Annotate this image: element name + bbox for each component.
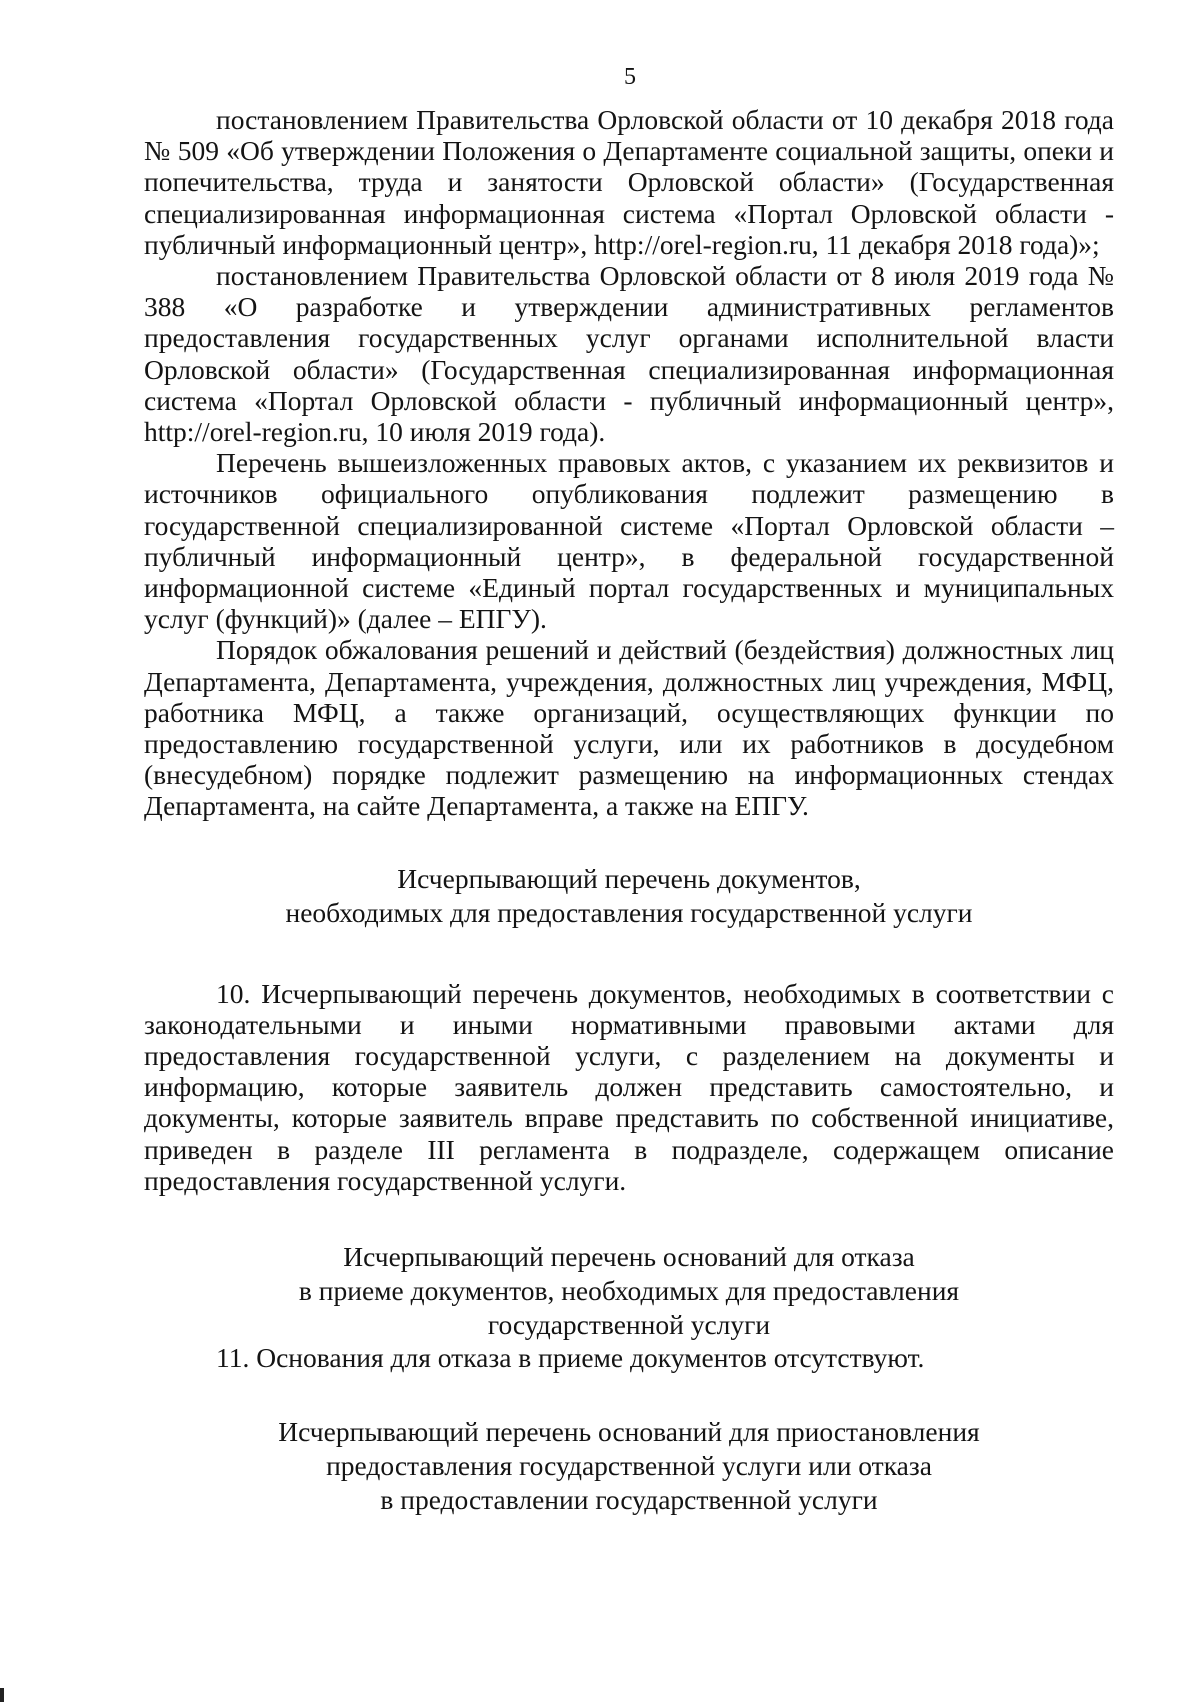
scan-artifact-mark (0, 1688, 4, 1702)
heading-line: в приеме документов, необходимых для предоставления (298, 1275, 960, 1307)
paragraph-legal-acts-list: Перечень вышеизложенных правовых актов, с указанием их реквизитов и источников официального опубликования подлежит размещению в государственной специализированной системе «Портал Орловской области – публичный информационный центр», в федеральной государственной информационной системе «Единый портал государственных и муниципальных услуг (функций)» (далее – ЕПГУ). (144, 447, 1114, 635)
heading-refusal-grounds (144, 1240, 1114, 1342)
item-11: 11. Основания для отказа в приеме документов отсутствуют. (216, 1342, 925, 1374)
heading-line: Исчерпывающий перечень оснований для отказа (343, 1241, 915, 1273)
page-number: 5 (624, 64, 636, 90)
heading-line: Исчерпывающий перечень оснований для приостановления (278, 1416, 980, 1448)
heading-line: Исчерпывающий перечень документов, (397, 862, 861, 894)
document-body (144, 104, 1114, 1517)
heading-suspension-grounds (144, 1415, 1114, 1517)
paragraph-appeal-procedure: Порядок обжалования решений и действий (бездействия) должностных лиц Департамента, Департамента, учреждения, должностных лиц учреждения, МФЦ, работника МФЦ, а также организаций, осуществляющих функции по предоставлению государственной услуги, или их работников в досудебном (внесудебном) порядке подлежит размещению на информационных стендах Департамента, на сайте Департамента, а также на ЕПГУ. (144, 634, 1114, 822)
heading-line: необходимых для предоставления государственной услуги (285, 896, 973, 928)
heading-line: государственной услуги (487, 1309, 771, 1341)
paragraph-resolution-388: постановлением Правительства Орловской области от 8 июля 2019 года № 388 «О разработке и утверждении административных регламентов предоставления государственных услуг органами исполнительной власти Орловской области» (Государственная специализированная информационная система «Портал Орловской области - публичный информационный центр», http://orel-region.ru, 10 июля 2019 года). (144, 260, 1114, 448)
heading-line: в предоставлении государственной услуги (380, 1484, 878, 1516)
heading-line: предоставления государственной услуги или отказа (326, 1450, 932, 1482)
heading-documents-list (144, 862, 1114, 930)
paragraph-resolution-509: постановлением Правительства Орловской области от 10 декабря 2018 года № 509 «Об утверждении Положения о Департаменте социальной защиты, опеки и попечительства, труда и занятости Орловской области» (Государственная специализированная информационная система «Портал Орловской области - публичный информационный центр», http://orel-region.ru, 11 декабря 2018 года)»; (144, 104, 1114, 260)
item-10: 10. Исчерпывающий перечень документов, необходимых в соответствии с законодательными и иными нормативными правовыми актами для предоставления государственной услуги, с разделением на документы и информацию, которые заявитель должен представить самостоятельно, и документы, которые заявитель вправе представить по собственной инициативе, приведен в разделе III регламента в подразделе, содержащем описание предоставления государственной услуги. (144, 977, 1114, 1196)
